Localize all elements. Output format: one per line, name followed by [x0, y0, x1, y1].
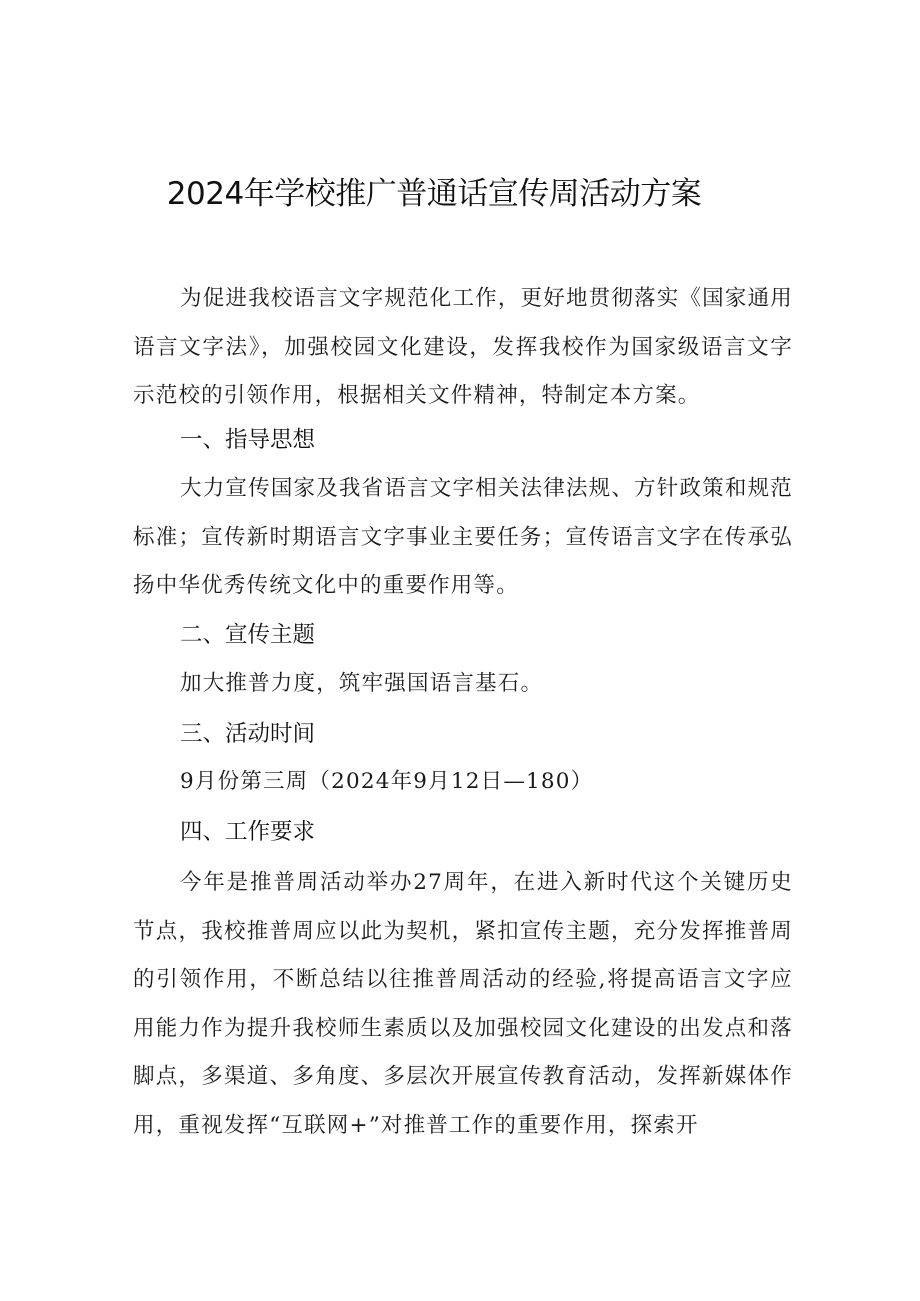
section-heading-theme: 二、宣传主题	[180, 622, 316, 648]
section-text-guiding-ideology: 大力宣传国家及我省语言文字相关法律法规、方针政策和规范标准；宣传新时期语言文字事业主要任务；宣传语言文字在传承弘扬中华优秀传统文化中的重要作用等。	[133, 476, 793, 598]
intro-paragraph: 为促进我校语言文字规范化工作，更好地贯彻落实《国家通用语言文字法》，加强校园文化建设，发挥我校作为国家级语言文字示范校的引领作用，根据相关文件精神，特制定本方案。	[133, 286, 793, 408]
section-heading-activity-time: 三、活动时间	[180, 721, 316, 747]
section-text-theme: 加大推普力度，筑牢强国语言基石。	[180, 671, 544, 696]
section-heading-guiding-ideology: 一、指导思想	[180, 427, 316, 453]
section-text-work-requirements: 今年是推普周活动举办27周年，在进入新时代这个关键历史节点，我校推普周应以此为契机，紧扣宣传主题，充分发挥推普周的引领作用，不断总结以往推普周活动的经验,将提高语言文字应用能力作为提升我校师生素质以及加强校园文化建设的出发点和落脚点，多渠道、多角度、多层次开展宣传教育活动，发挥新媒体作用，重视发挥“互联网+”对推普工作的重要作用，探索开	[133, 870, 793, 1138]
document-title: 2024年学校推广普通话宣传周活动方案	[166, 176, 702, 212]
section-heading-work-requirements: 四、工作要求	[180, 819, 316, 845]
section-text-activity-time: 9月份第三周（2024年9月12日—180）	[180, 769, 594, 794]
